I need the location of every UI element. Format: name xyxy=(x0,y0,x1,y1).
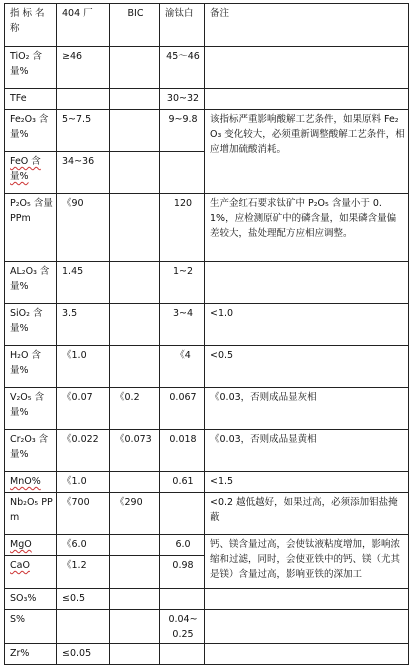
row-name: P₂O₅ 含量 PPm xyxy=(5,194,57,262)
cell-yuqin: 1~2 xyxy=(160,262,205,304)
table-row xyxy=(5,589,409,610)
cell-404: ≤0.5 xyxy=(57,589,110,610)
cell-yuqin: 9~9.8 xyxy=(160,110,205,152)
row-name: Nb₂O₅ PPm xyxy=(5,493,57,535)
cell-bic xyxy=(110,194,160,262)
cell-yuqin xyxy=(160,644,205,665)
table-row xyxy=(5,535,409,556)
row-name: Fe₂O₃ 含量% xyxy=(5,110,57,152)
table-row xyxy=(5,388,409,430)
row-name: MnO% xyxy=(5,472,57,493)
table-row xyxy=(5,610,409,644)
spec-page xyxy=(4,3,409,665)
header-404: 404 厂 xyxy=(57,4,110,47)
cell-404: 3.5 xyxy=(57,304,110,346)
row-name: SO₃% xyxy=(5,589,57,610)
cell-bic: 《0.073 xyxy=(110,430,160,472)
cell-yuqin: 0.018 xyxy=(160,430,205,472)
cell-yuqin: 45～46 xyxy=(160,47,205,89)
cell-yuqin: 0.98 xyxy=(160,556,205,589)
cell-404: ≤0.05 xyxy=(57,644,110,665)
cell-404: ≥46 xyxy=(57,47,110,89)
cell-404: 《1.0 xyxy=(57,346,110,388)
cell-bic xyxy=(110,610,160,644)
cell-bic: 《290 xyxy=(110,493,160,535)
cell-yuqin: 120 xyxy=(160,194,205,262)
cell-404: 《1.0 xyxy=(57,472,110,493)
cell-404: 《0.07 xyxy=(57,388,110,430)
note-mg-ca: 钙、镁含量过高，会使钛液粘度增加，影响浓缩和过滤，同时，会使亚铁中的钙、镁（尤其是镁）含量过高，影响亚铁的深加工 xyxy=(205,535,409,589)
row-name: S% xyxy=(5,610,57,644)
cell-bic: 《0.2 xyxy=(110,388,160,430)
row-name: H₂O 含量% xyxy=(5,346,57,388)
row-name: Zr% xyxy=(5,644,57,665)
table-row xyxy=(5,472,409,493)
table-row xyxy=(5,47,409,89)
cell-bic xyxy=(110,589,160,610)
cell-bic xyxy=(110,110,160,152)
cell-404: 34~36 xyxy=(57,152,110,194)
cell-yuqin xyxy=(160,152,205,194)
cell-remark xyxy=(205,644,409,665)
cell-remark: <0.5 xyxy=(205,346,409,388)
row-name: SiO₂ 含量% xyxy=(5,304,57,346)
table-row xyxy=(5,262,409,304)
cell-yuqin: 0.067 xyxy=(160,388,205,430)
cell-404 xyxy=(57,610,110,644)
cell-remark xyxy=(205,610,409,644)
row-name: TiO₂ 含量% xyxy=(5,47,57,89)
table-row xyxy=(5,493,409,535)
cell-yuqin: 30~32 xyxy=(160,89,205,110)
row-name: FeO 含量% xyxy=(5,152,57,194)
header-remark: 备注 xyxy=(205,4,409,47)
cell-yuqin xyxy=(160,493,205,535)
cell-404: 《90 xyxy=(57,194,110,262)
cell-remark: 《0.03，否则成品显黄相 xyxy=(205,430,409,472)
cell-bic xyxy=(110,89,160,110)
cell-404: 《6.0 xyxy=(57,535,110,556)
cell-404: 《0.022 xyxy=(57,430,110,472)
row-name: Cr₂O₃ 含量% xyxy=(5,430,57,472)
cell-yuqin: 3~4 xyxy=(160,304,205,346)
table-row xyxy=(5,304,409,346)
cell-remark: 《0.03，否则成品显灰相 xyxy=(205,388,409,430)
table-row xyxy=(5,346,409,388)
cell-remark: <1.0 xyxy=(205,304,409,346)
note-p2o5: 生产金红石要求钛矿中 P₂O₅ 含量小于 0.1%，应检测原矿中的磷含量，如果磷含量偏差较大，盐处理配方应相应调整。 xyxy=(205,194,409,262)
cell-remark xyxy=(205,589,409,610)
cell-remark: <0.2 越低越好，如果过高，必须添加钼盐掩蔽 xyxy=(205,493,409,535)
cell-bic xyxy=(110,262,160,304)
table-row xyxy=(5,110,409,152)
cell-yuqin xyxy=(160,589,205,610)
row-name: MgO xyxy=(5,535,57,556)
cell-yuqin: 《4 xyxy=(160,346,205,388)
cell-yuqin: 0.61 xyxy=(160,472,205,493)
table-row xyxy=(5,194,409,262)
cell-404: 1.45 xyxy=(57,262,110,304)
cell-yuqin: 0.04~0.25 xyxy=(160,610,205,644)
header-bic: BIC xyxy=(110,4,160,47)
cell-bic xyxy=(110,556,160,589)
table-header-row xyxy=(5,4,409,47)
header-indicator: 指 标 名 称 xyxy=(5,4,57,47)
ilmenite-spec-table xyxy=(4,3,409,665)
cell-404: 5~7.5 xyxy=(57,110,110,152)
table-row xyxy=(5,644,409,665)
row-name: AL₂O₃ 含量% xyxy=(5,262,57,304)
cell-yuqin: 6.0 xyxy=(160,535,205,556)
cell-404: 《1.2 xyxy=(57,556,110,589)
cell-bic xyxy=(110,472,160,493)
cell-404: 《700 xyxy=(57,493,110,535)
table-row xyxy=(5,430,409,472)
header-yuqin: 渝钛白 xyxy=(160,4,205,47)
cell-remark xyxy=(205,89,409,110)
cell-bic xyxy=(110,304,160,346)
cell-404 xyxy=(57,89,110,110)
cell-bic xyxy=(110,152,160,194)
cell-bic xyxy=(110,535,160,556)
cell-bic xyxy=(110,644,160,665)
row-name: V₂O₅ 含量% xyxy=(5,388,57,430)
cell-remark: <1.5 xyxy=(205,472,409,493)
row-name: TFe xyxy=(5,89,57,110)
cell-bic xyxy=(110,47,160,89)
row-name: CaO xyxy=(5,556,57,589)
note-fe: 该指标严重影响酸解工艺条件，如果原料 Fe₂O₃ 变化较大，必须重新调整酸解工艺条件，相应增加硫酸消耗。 xyxy=(205,110,409,194)
cell-remark xyxy=(205,47,409,89)
cell-remark xyxy=(205,262,409,304)
cell-bic xyxy=(110,346,160,388)
table-row xyxy=(5,89,409,110)
